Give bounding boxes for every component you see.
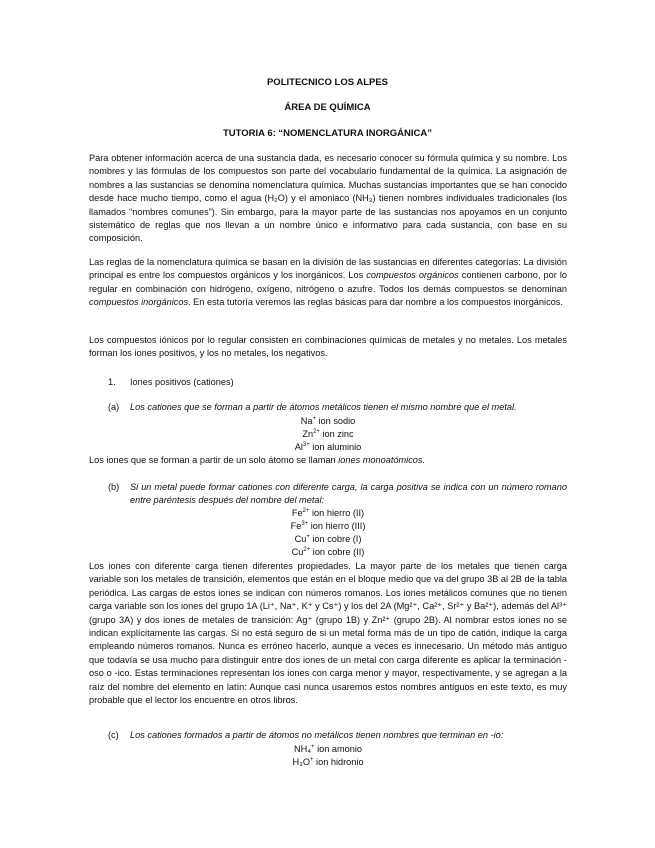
section-title: Iones positivos (cationes) [130,377,234,387]
section-number: 1. [108,377,116,387]
charges-paragraph: Los iones con diferente carga tienen diferentes propiedades. La mayor parte de los metales que tienen carga variable son los metales de transición, elementos que están en el bloque medio que va del grupo 3B al 2B de la tabla periódica. Las cargas de estos iones se indican con números romanos. Los iones metálicos comunes que no tienen carga variable son los iones del grupo 1A (Li⁺, Na⁺, K⁺ y Cs⁺) y los del 2A (Mg²⁺, Ca²⁺, Sr²⁺ y Ba²⁺), además del Al³⁺ (grupo 3A) y dos iones de metales de transición: Ag⁺ (grupo 1B) y Zn²⁺ (grupo 2B). Al nombrar estos iones no se indican explícitamente las cargas. Si no está seguro de si un metal forma más de un tipo de catión, indique la carga empleando números romanos. Nunca es erróneo hacerlo, aunque a veces es innecesario. Un método más antiguo que todavía se usa mucho para distinguir entre dos iones de un metal con carga diferente es aplicar la terminación -oso o -ico. Estas terminaciones representan los iones con carga menor y mayor, respectivamente, y se agregan a la raíz del nombre del elemento en latín: Aunque casi nunca usaremos estos nombres antiguos en este texto, es muy probable que el lector los encuentre en otros libros. [89,561,567,706]
monoatomic-ions-term: iones monoatómicos. [338,455,426,465]
institution-heading: POLITECNICO LOS ALPES [266,77,389,88]
tutorial-title: TUTORIA 6: “NOMENCLATURA INORGÁNICA” [223,128,432,139]
item-c-label: (c) [108,730,119,740]
organic-compounds-term: compuestos orgánicos [366,270,459,281]
intro-paragraph: Para obtener información acerca de una sustancia dada, es necesario conocer su fórmula química y su nombre. Los nombres y las fórmulas de los compuestos son parte del vocabulario fundamental de la química. La asignación de nombres a las sustancias se denomina nomenclatura química. Muchas sustancias importantes que se han conocido desde hace mucho tiempo, como el agua (H₂O) y el amoniaco (NH₃) tienen nombres individuales tradicionales (los llamados “nombres comunes”). Sin embargo, para la mayor parte de las sustancias nos apoyamos en un conjunto sistemático de reglas que nos llevan a un nombre único e informativo para cada sustancia, con base en su composición. [89,153,567,244]
ion-row: $Cu^{2+}$ ion cobre (II) [291,547,365,557]
ion-row: NH₄+ ion amonio [293,744,363,754]
item-c-text: Los cationes formados a partir de átomos no metálicos tienen nombres que terminan en -io: [130,730,504,740]
item-b-text: Si un metal puede formar cationes con diferente carga, la carga positiva se indica con un número romano entre paréntesis después del nombre del metal: [130,482,567,506]
ion-row: $Al^{3+}$ ion aluminio [294,442,362,452]
ion-row: Cu+ ion cobre (I) [294,534,362,544]
ion-row: $Fe^{2+}$ ion hierro (II) [291,508,365,518]
ion-row: $Zn^{2+}$ ion zinc [302,429,354,439]
ion-row: Na+ ion sodio [300,416,356,426]
monoatomic-paragraph: Los iones que se forman a partir de un solo átomo se llaman iones monoatómicos. [89,455,426,465]
item-b-label: (b) [108,482,120,492]
area-heading: ÁREA DE QUÍMICA [284,102,371,113]
item-a-text: Los cationes que se forman a partir de átomos metálicos tienen el mismo nombre que el metal. [130,402,517,412]
ionic-compounds-paragraph: Los compuestos iónicos por lo regular consisten en combinaciones químicas de metales y no metales. Los metales forman los iones positivos, y los no metales, los negativos. [89,335,567,359]
rules-paragraph: Las reglas de la nomenclatura química se basan en la división de las sustancias en diferentes categorías: La división principal es entre los compuestos orgánicos y los inorgánicos. Los compuestos orgánicos contienen carbono, por lo regular en combinación con hidrógeno, oxígeno, nitrógeno o azufre. Todos los demás compuestos se denominan compuestos inorgánicos. En esta tutoría veremos las reglas básicas para dar nombre a los compuestos inorgánicos. [89,257,567,308]
inorganic-compounds-term: compuestos inorgánicos [89,297,189,308]
ion-row: H₃O+ ion hidronio [292,757,364,767]
item-a-label: (a) [108,402,120,412]
ion-row: $Fe^{3+}$ ion hierro (III) [290,521,366,531]
